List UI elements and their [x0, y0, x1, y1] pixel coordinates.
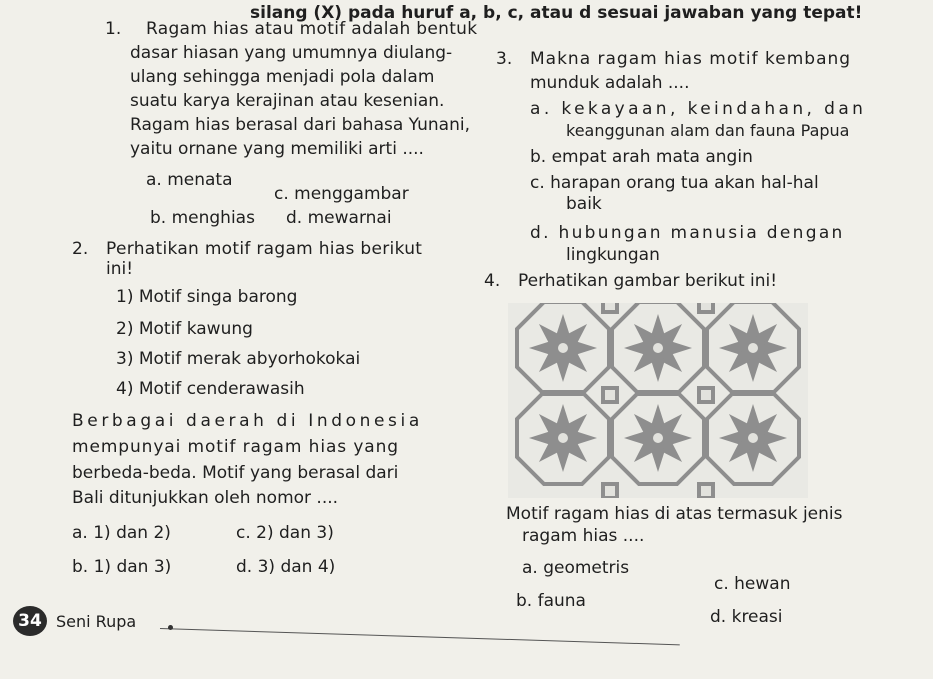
q2-list-1: 1) Motif singa barong — [116, 287, 298, 307]
footer-dot — [168, 625, 173, 630]
q4-number: 4. — [484, 271, 501, 291]
q1-line-4: suatu karya kerajinan atau kesenian. — [130, 91, 445, 111]
q1-line-3: ulang sehingga menjadi pola dalam — [130, 67, 435, 87]
q1-line-2: dasar hiasan yang umumnya diulang- — [130, 43, 453, 63]
instruction-header: silang (X) pada huruf a, b, c, atau d sesuai jawaban yang tepat! — [250, 3, 863, 23]
q2-option-a[interactable]: a. 1) dan 2) — [72, 523, 171, 543]
q1-number: 1. — [105, 19, 122, 39]
page-number-badge: 34 — [13, 606, 47, 636]
q1-option-c[interactable]: c. menggambar — [274, 184, 409, 204]
q1-option-d[interactable]: d. mewarnai — [286, 208, 392, 228]
q2-option-b[interactable]: b. 1) dan 3) — [72, 557, 172, 577]
q3-option-a-cont: keanggunan alam dan fauna Papua — [566, 121, 850, 140]
q2-option-c[interactable]: c. 2) dan 3) — [236, 523, 334, 543]
q2-number: 2. — [72, 239, 89, 259]
q2-line-1: Perhatikan motif ragam hias berikut — [106, 239, 423, 259]
q3-option-a[interactable]: a. kekayaan, keindahan, dan — [530, 99, 867, 119]
q2-para-2: mempunyai motif ragam hias yang — [72, 437, 399, 457]
q2-option-d[interactable]: d. 3) dan 4) — [236, 557, 336, 577]
footer-divider — [160, 628, 680, 645]
q1-option-a[interactable]: a. menata — [146, 170, 233, 190]
q3-option-c-cont: baik — [566, 194, 602, 214]
q4-option-c[interactable]: c. hewan — [714, 574, 791, 594]
q3-line-2: munduk adalah .... — [530, 73, 690, 93]
q4-caption-2: ragam hias .... — [522, 526, 645, 546]
q2-list-2: 2) Motif kawung — [116, 319, 253, 339]
q2-list-4: 4) Motif cenderawasih — [116, 379, 305, 399]
q4-caption-1: Motif ragam hias di atas termasuk jenis — [506, 504, 843, 524]
q3-option-d-cont: lingkungan — [566, 245, 660, 265]
q1-line-5: Ragam hias berasal dari bahasa Yunani, — [130, 115, 470, 135]
q2-para-3: berbeda-beda. Motif yang berasal dari — [72, 463, 399, 483]
q1-option-b[interactable]: b. menghias — [150, 208, 255, 228]
q2-para-4: Bali ditunjukkan oleh nomor .... — [72, 488, 339, 508]
q4-option-a[interactable]: a. geometris — [522, 558, 630, 578]
q2-para-1: Berbagai daerah di Indonesia — [72, 411, 423, 431]
q4-line: Perhatikan gambar berikut ini! — [518, 271, 778, 291]
q2-line-2: ini! — [106, 259, 134, 279]
q3-number: 3. — [496, 49, 513, 69]
floral-pattern-image — [508, 303, 808, 498]
q3-option-b[interactable]: b. empat arah mata angin — [530, 147, 753, 167]
q3-option-d[interactable]: d. hubungan manusia dengan — [530, 223, 845, 243]
q1-line-6: yaitu ornane yang memiliki arti .... — [130, 139, 424, 159]
q1-line-1: Ragam hias atau motif adalah bentuk — [146, 19, 478, 39]
q3-line-1: Makna ragam hias motif kembang — [530, 49, 852, 69]
q4-option-b[interactable]: b. fauna — [516, 591, 586, 611]
q2-list-3: 3) Motif merak abyorhokokai — [116, 349, 361, 369]
q3-option-c[interactable]: c. harapan orang tua akan hal-hal — [530, 173, 819, 193]
book-title: Seni Rupa — [56, 612, 137, 631]
q4-option-d[interactable]: d. kreasi — [710, 607, 783, 627]
